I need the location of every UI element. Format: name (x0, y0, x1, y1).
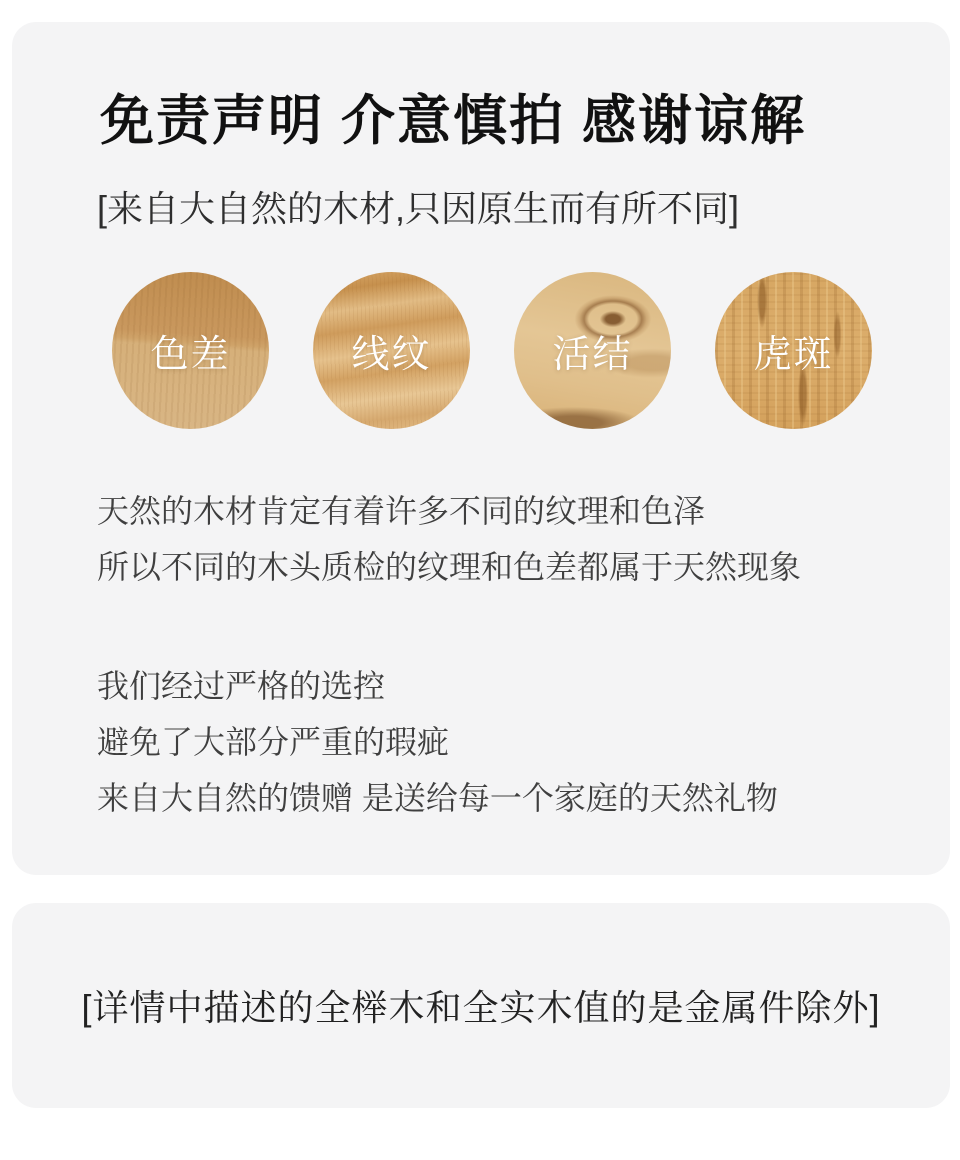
wood-feature-label: 虎斑 (753, 334, 834, 376)
wood-feature-label: 活结 (552, 334, 633, 376)
wood-texture-tiger-stripe-icon (715, 272, 872, 429)
paragraph-line: 所以不同的木头质检的纹理和色差都属于天然现象 (97, 549, 802, 585)
paragraph-line: 天然的木材肯定有着许多不同的纹理和色泽 (97, 493, 706, 529)
wood-feature-label: 色差 (150, 334, 231, 376)
paragraph-line: 我们经过严格的选控 (97, 668, 386, 704)
disclaimer-paragraph-2 (97, 658, 778, 826)
disclaimer-card (12, 22, 950, 875)
wood-feature-row (112, 272, 872, 429)
disclaimer-paragraph-1 (97, 483, 801, 595)
paragraph-line: 来自大自然的馈赠 是送给每一个家庭的天然礼物 (97, 780, 778, 816)
wood-texture-live-knot-icon (514, 272, 671, 429)
paragraph-line: 避免了大部分严重的瑕疵 (97, 724, 450, 760)
material-note-text: [详情中描述的全榉木和全实木值的是金属件除外] (81, 987, 881, 1028)
wood-texture-grain-lines-icon (313, 272, 470, 429)
material-note-card (12, 903, 950, 1108)
wood-texture-color-difference-icon (112, 272, 269, 429)
wood-feature-label: 线纹 (351, 334, 432, 376)
disclaimer-title: 免责声明 介意慎拍 感谢谅解 (100, 91, 807, 151)
disclaimer-subtitle: [来自大自然的木材,只因原生而有所不同] (97, 188, 740, 229)
